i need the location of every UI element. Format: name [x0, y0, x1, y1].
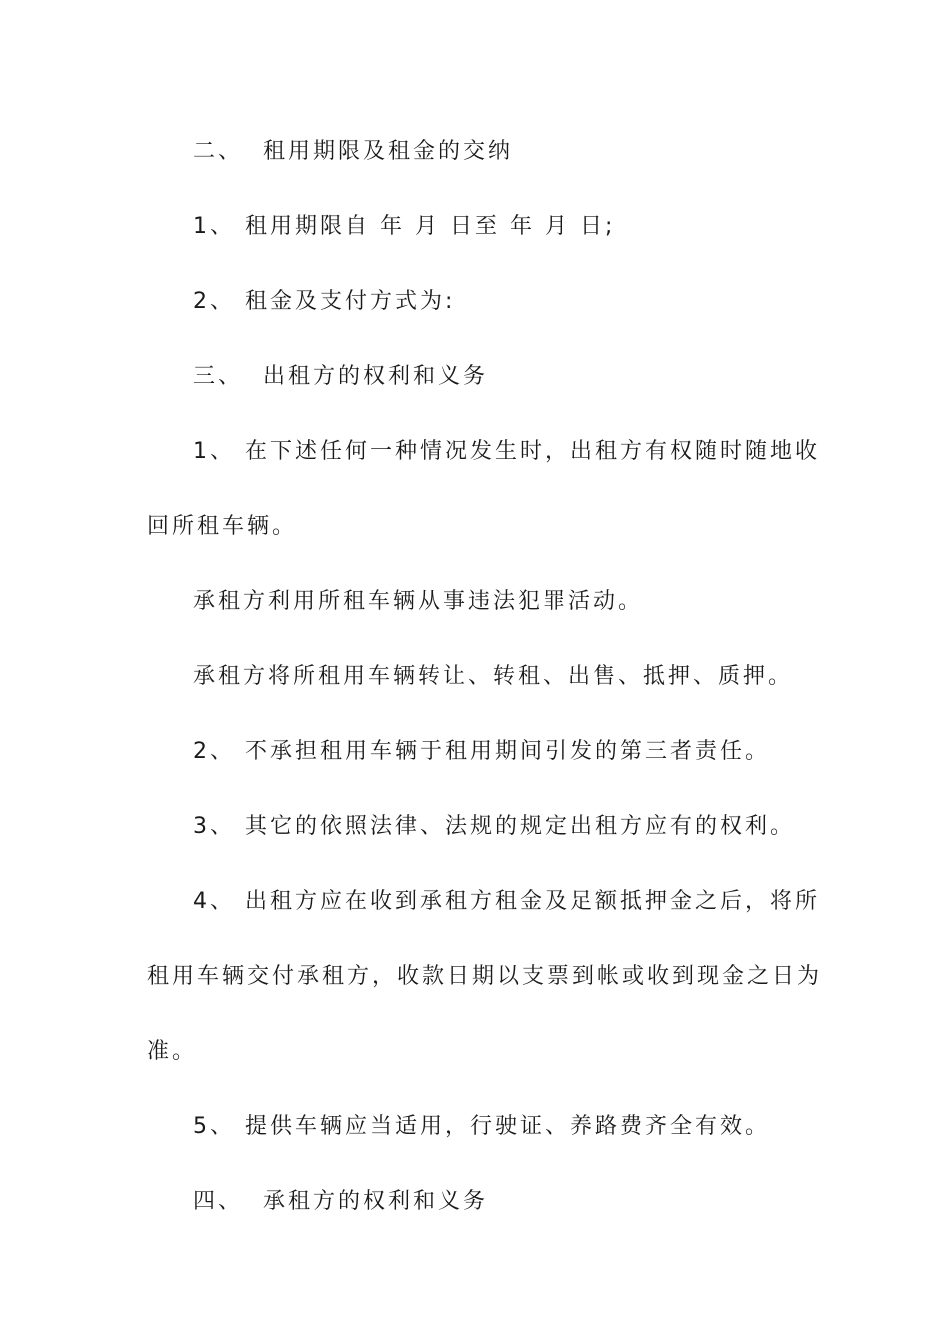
section-heading-4: 四、 承租方的权利和义务	[193, 1189, 488, 1214]
paragraph-other-rights: 3、 其它的依照法律、法规的规定出租方应有的权利。	[193, 814, 795, 839]
paragraph-transfer-prohibited: 承租方将所租用车辆转让、转租、出售、抵押、质押。	[193, 664, 794, 689]
paragraph-vehicle-delivery: 4、 出租方应在收到承租方租金及足额抵押金之后，将所	[193, 889, 820, 914]
paragraph-illegal-use: 承租方利用所租车辆从事违法犯罪活动。	[193, 589, 644, 614]
paragraph-vehicle-validity: 5、 提供车辆应当适用，行驶证、养路费齐全有效。	[193, 1114, 770, 1139]
section-heading-2: 二、 租用期限及租金的交纳	[193, 139, 513, 164]
section-heading-3: 三、 出租方的权利和义务	[193, 364, 488, 389]
paragraph-lessor-right-1-continued: 回所租车辆。	[147, 514, 298, 539]
paragraph-vehicle-delivery-continued: 租用车辆交付承租方，收款日期以支票到帐或收到现金之日为	[147, 964, 823, 989]
paragraph-third-party-liability: 2、 不承担租用车辆于租用期间引发的第三者责任。	[193, 739, 770, 764]
paragraph-vehicle-delivery-end: 准。	[147, 1039, 198, 1064]
paragraph-lease-term: 1、 租用期限自 年 月 日至 年 月 日;	[193, 214, 616, 239]
paragraph-rent-payment: 2、 租金及支付方式为:	[193, 289, 456, 314]
paragraph-lessor-right-1: 1、 在下述任何一种情况发生时，出租方有权随时随地收	[193, 439, 820, 464]
